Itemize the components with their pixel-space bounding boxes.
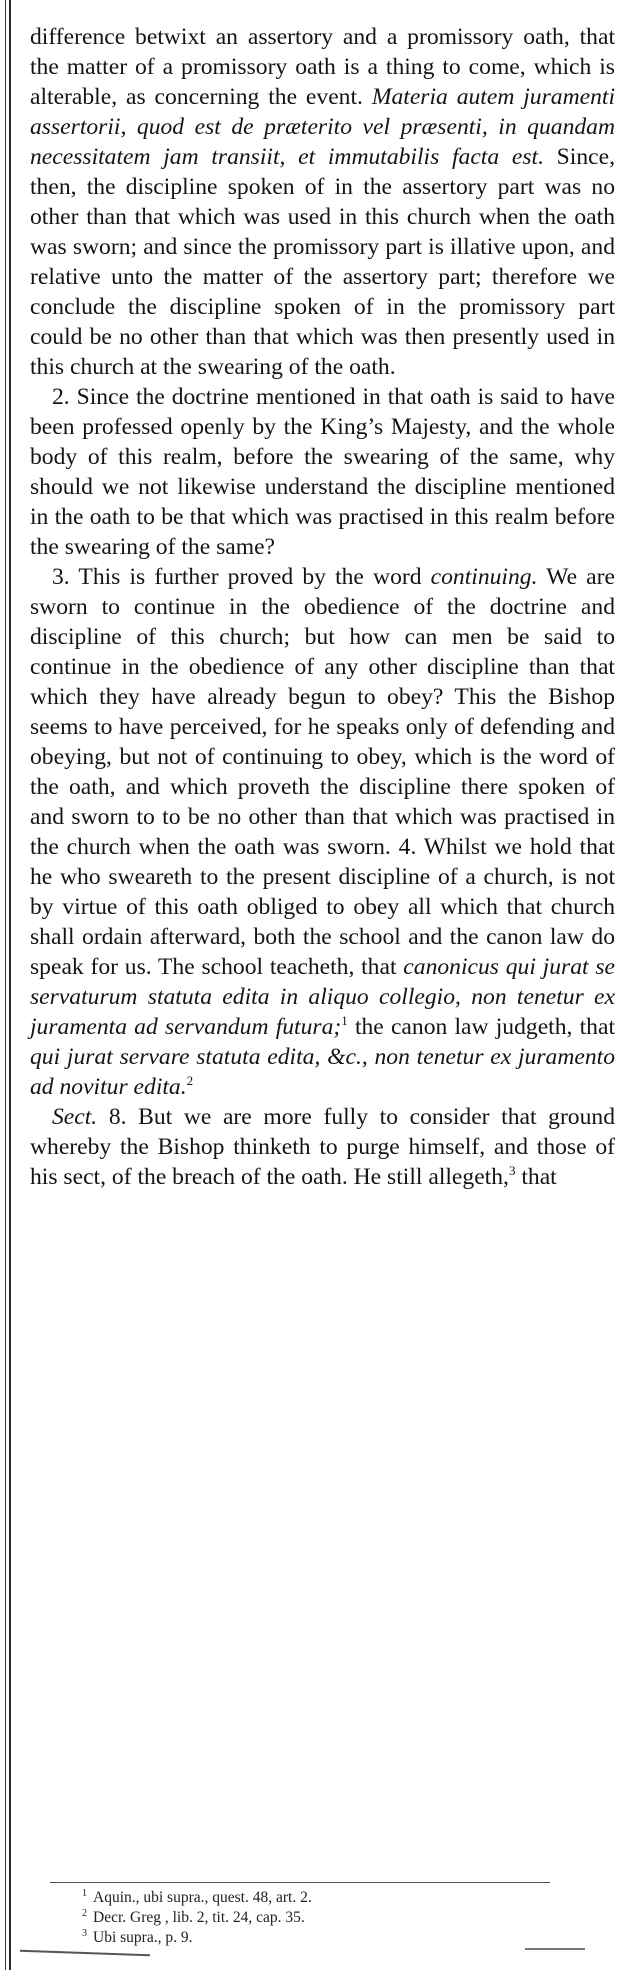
footnotes	[82, 1888, 602, 1948]
italic-text: Sect.	[52, 1104, 98, 1130]
footnote-1	[82, 1888, 602, 1908]
text-run: 3. This is further proved by the word	[52, 564, 431, 590]
footnote-3	[82, 1928, 602, 1948]
page-margin-rule	[5, 0, 6, 1970]
paragraph-2	[30, 382, 615, 562]
footnote-2	[82, 1908, 602, 1928]
footnote-text: Aquin., ubi supra., quest. 48, art. 2.	[93, 1889, 312, 1906]
text-run: 8. But we are more fully to consider that ground whereby the Bishop thinketh to purge himself, and those of his sect, of the breach of the oath. He still allegeth,	[30, 1104, 615, 1190]
footnote-marker: 2	[82, 1907, 87, 1919]
footnote-rule	[50, 1882, 550, 1883]
print-smudge	[20, 1950, 150, 1957]
footnote-ref: 1	[341, 1013, 348, 1029]
text-run: Since, then, the discipline spoken of in the assertory part was no other than that which was used in this church when the oath was sworn; and since the promissory part is illative upon, and relative unto the matter of the assertory part; therefore we conclude the discipline spoken of in the promissory part could be no other than that which was then presently used in this church at the swearing of the oath.	[30, 144, 615, 380]
italic-text: qui jurat servare statuta edita, &c., non tenetur ex juramento ad novitur edita.	[30, 1044, 615, 1100]
page-margin-rule-inner	[9, 0, 11, 1970]
footnote-marker: 1	[82, 1887, 87, 1899]
footnote-marker: 3	[82, 1927, 87, 1939]
paragraph-1	[30, 22, 615, 382]
footnote-text: Decr. Greg , lib. 2, tit. 24, cap. 35.	[93, 1909, 305, 1926]
page-body	[30, 22, 615, 1192]
italic-text: Materia autem juramenti assertorii, quod est de præterito vel præsenti, in quandam necessitatem jam transiit, et immutabilis facta est.	[30, 84, 615, 170]
footnote-ref: 2	[186, 1073, 194, 1089]
paragraph-4-sect-8	[30, 1102, 615, 1192]
text-run: We are sworn to continue in the obedience of the doctrine and discipline of this church; but how can men be said to continue in the obedience of any other discipline than that which they have already begun to obey? This the Bishop seems to have perceived, for he speaks only of defending and obeying, but not of continuing to obey, which is the word of the oath, and which proveth the discipline there spoken of and sworn to to be no other than that which was practised in the church when the oath was sworn. 4. Whilst we hold that he who sweareth to the present discipline of a church, is not by virtue of this oath obliged to obey all which that church shall ordain afterward, both the school and the canon law do speak for us. The school teacheth, that	[30, 564, 615, 980]
text-run: the canon law judgeth, that	[347, 1014, 615, 1040]
paragraph-3	[30, 562, 615, 1102]
italic-text: continuing.	[430, 564, 538, 590]
text-run: 2. Since the doctrine mentioned in that oath is said to have been professed openly by the King’s Majesty, and the whole body of this realm, before the swearing of the same, why should we not likewise understand the discipline mentioned in the oath to be that which was practised in this realm before the swearing of the same?	[30, 384, 615, 560]
footnote-ref: 3	[508, 1163, 516, 1179]
print-smudge	[525, 1948, 585, 1950]
italic-text: canonicus qui jurat se servaturum statuta edita in aliquo collegio, non tenetur ex juramenta ad servandum futura;	[30, 954, 615, 1040]
text-run: difference betwixt an assertory and a promissory oath, that the matter of a promissory oath is a thing to come, which is alterable, as concerning the event.	[30, 24, 615, 110]
text-run: that	[515, 1164, 557, 1190]
footnote-text: Ubi supra., p. 9.	[93, 1929, 193, 1946]
